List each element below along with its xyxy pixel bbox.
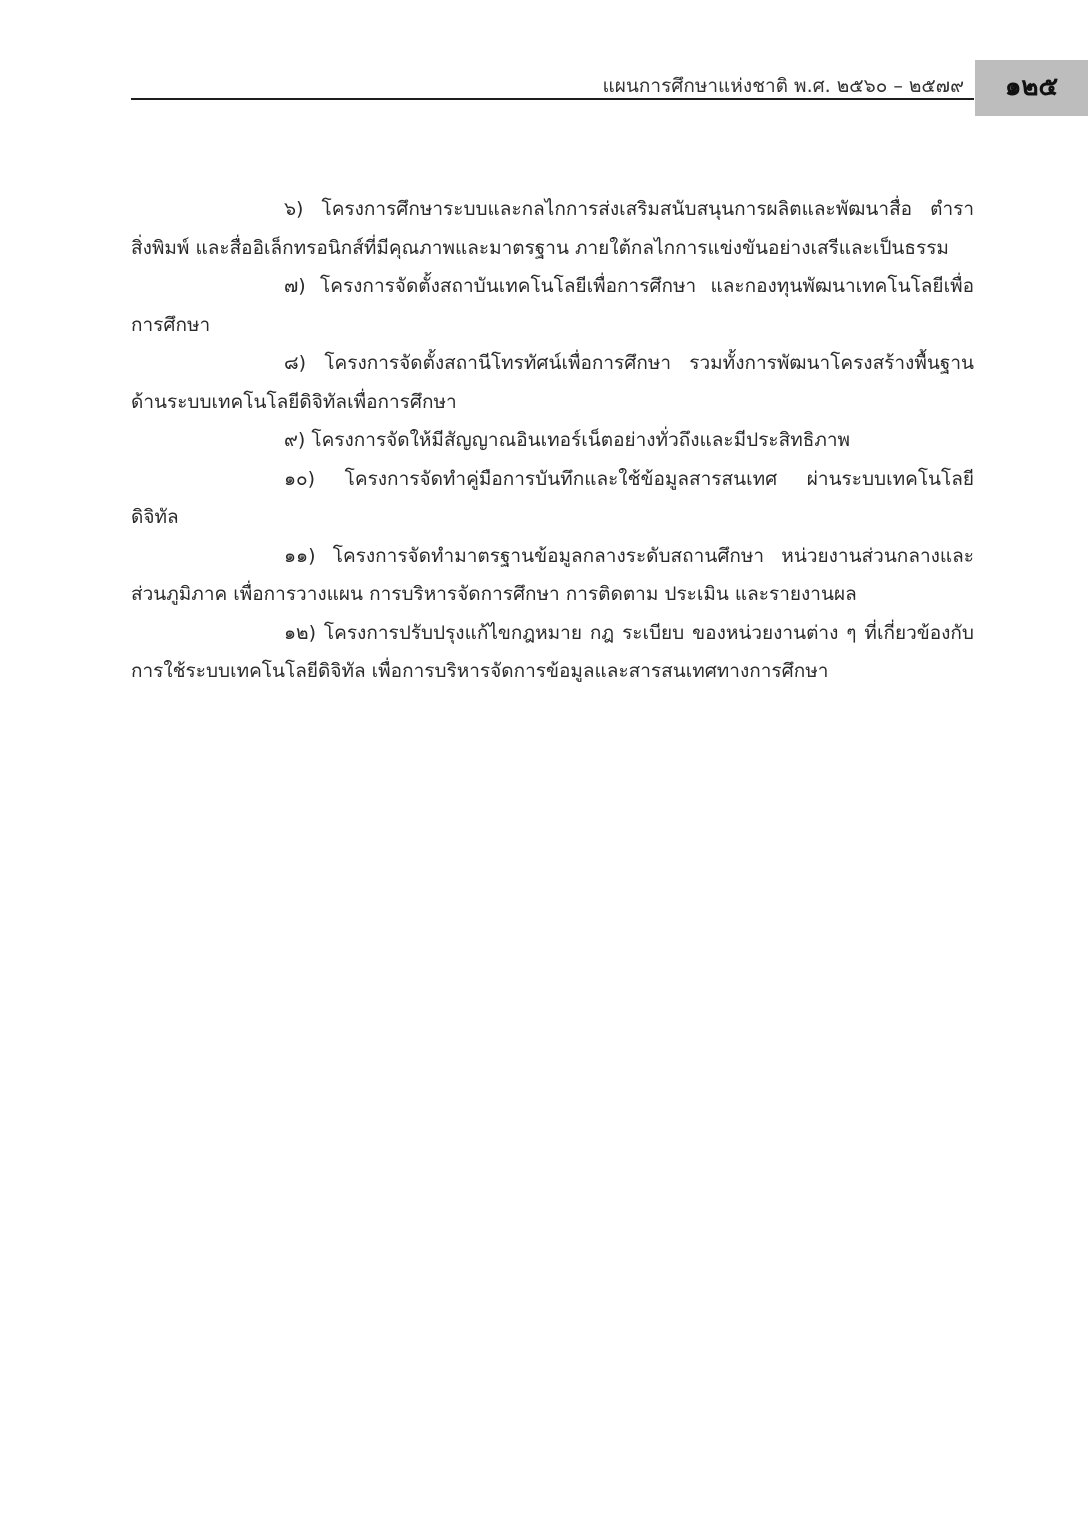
page-number: ๑๒๕ [1004, 72, 1059, 102]
page-number-tab [975, 60, 1088, 116]
running-header-title: แผนการศึกษาแห่งชาติ พ.ศ. ๒๕๖๐ – ๒๕๗๙ [602, 75, 964, 97]
body-content [131, 190, 974, 691]
paragraph-item-10: ๑๐) โครงการจัดทำคู่มือการบันทึกและใช้ข้อมูลสารสนเทศ ผ่านระบบเทคโนโลยีดิจิทัล [131, 467, 974, 528]
paragraph-item-8: ๘) โครงการจัดตั้งสถานีโทรทัศน์เพื่อการศึกษา รวมทั้งการพัฒนาโครงสร้างพื้นฐานด้านระบบเทคโนโลยีดิจิทัลเพื่อการศึกษา [131, 352, 974, 413]
paragraph-item-9: ๙) โครงการจัดให้มีสัญญาณอินเทอร์เน็ตอย่างทั่วถึงและมีประสิทธิภาพ [284, 429, 851, 451]
header-divider [131, 98, 974, 100]
paragraph-item-11: ๑๑) โครงการจัดทำมาตรฐานข้อมูลกลางระดับสถานศึกษา หน่วยงานส่วนกลางและส่วนภูมิภาค เพื่อการวางแผน การบริหารจัดการศึกษา การติดตาม ประเมิน และรายงานผล [131, 544, 974, 605]
paragraph-item-12: ๑๒) โครงการปรับปรุงแก้ไขกฎหมาย กฎ ระเบียบ ของหน่วยงานต่าง ๆ ที่เกี่ยวข้องกับการใช้ระบบเทคโนโลยีดิจิทัล เพื่อการบริหารจัดการข้อมูลและสารสนเทศทางการศึกษา [131, 621, 974, 682]
paragraph-item-6: ๖) โครงการศึกษาระบบและกลไกการส่งเสริมสนับสนุนการผลิตและพัฒนาสื่อ ตำรา สิ่งพิมพ์ และสื่ออิเล็กทรอนิกส์ที่มีคุณภาพและมาตรฐาน ภายใต้กลไกการแข่งขันอย่างเสรีและเป็นธรรม [131, 198, 974, 259]
paragraph-item-7: ๗) โครงการจัดตั้งสถาบันเทคโนโลยีเพื่อการศึกษา และกองทุนพัฒนาเทคโนโลยีเพื่อการศึกษา [131, 275, 974, 336]
